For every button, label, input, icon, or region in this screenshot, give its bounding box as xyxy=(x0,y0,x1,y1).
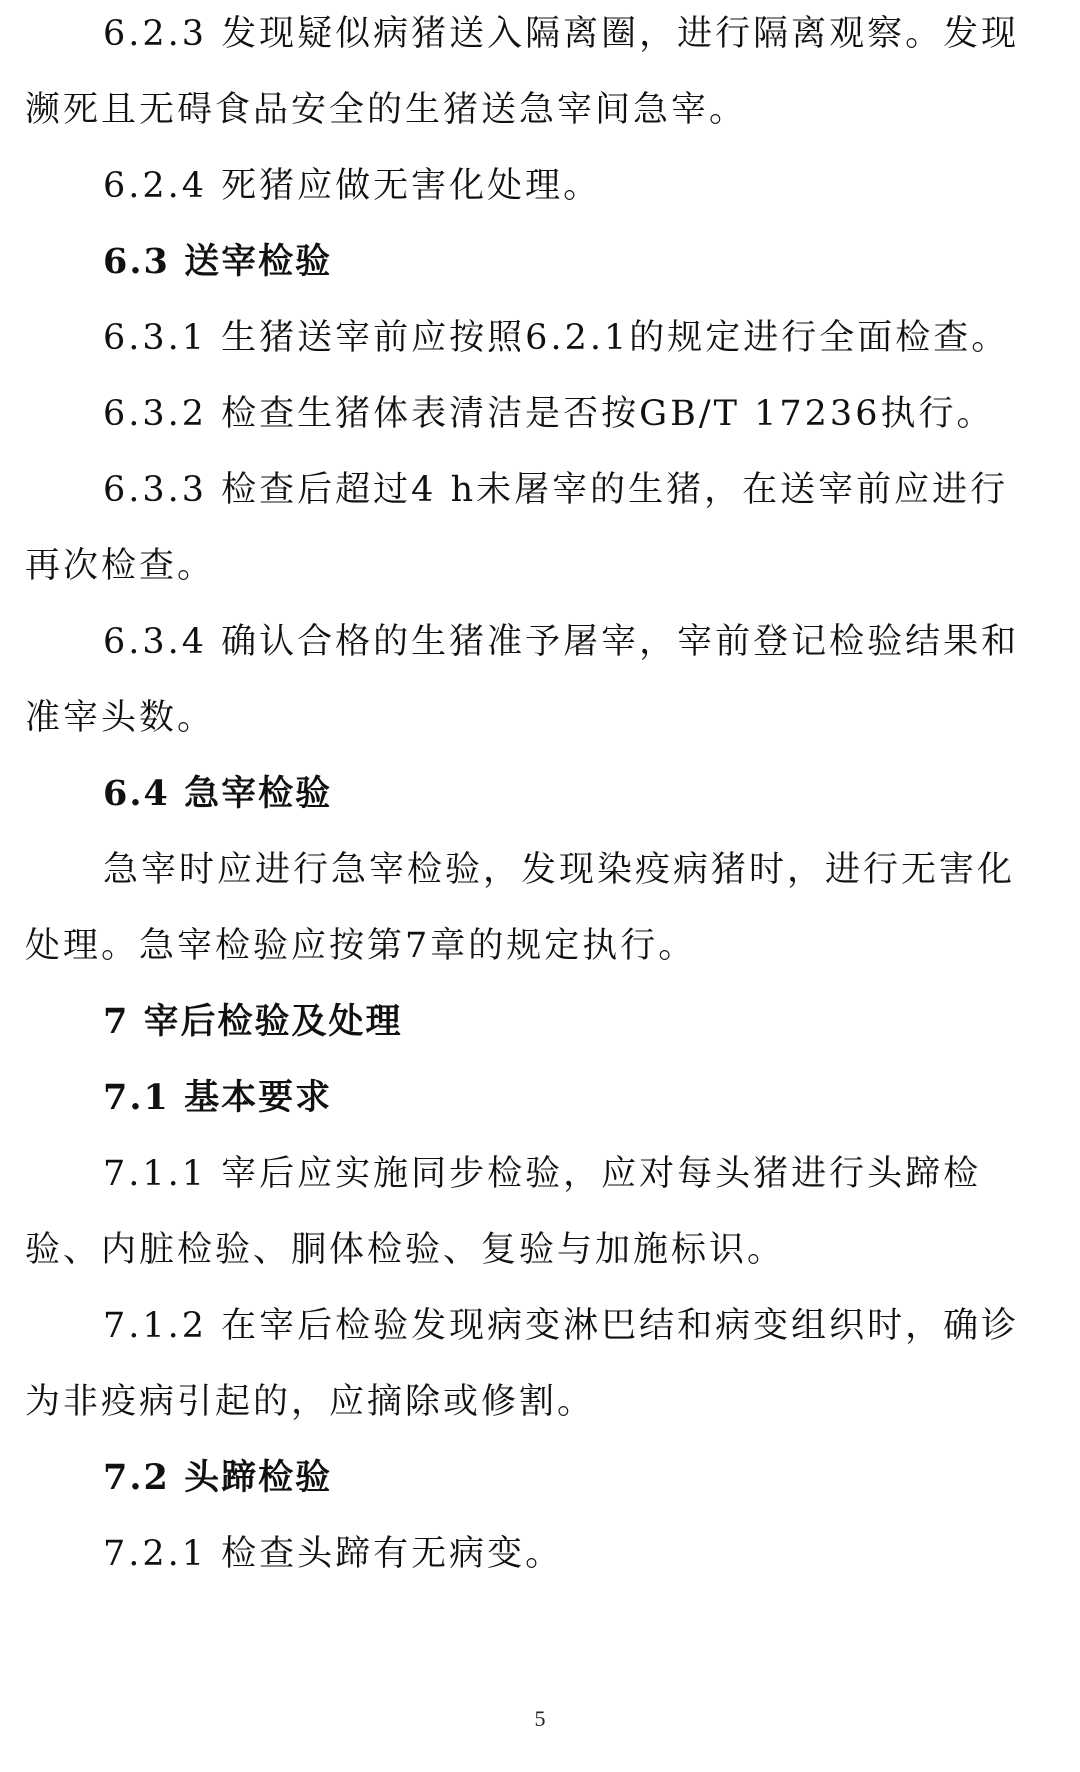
paragraph-6-2-4: 6.2.4 死猪应做无害化处理。 xyxy=(103,166,602,206)
paragraph-6-3-1: 6.3.1 生猪送宰前应按照6.2.1的规定进行全面检查。 xyxy=(103,318,1010,358)
section-heading-7-1: 7.1 基本要求 xyxy=(103,1077,333,1118)
paragraph-6-3-3: 6.3.3 检查后超过4 h未屠宰的生猪，在送宰前应进行再次检查。 xyxy=(25,470,1009,586)
page-number: 5 xyxy=(534,1706,546,1731)
paragraph-7-1-1: 7.1.1 宰后应实施同步检验，应对每头猪进行头蹄检验、内脏检验、胴体检验、复验与加施标识。 xyxy=(25,1154,982,1270)
paragraph-7-1-2: 7.1.2 在宰后检验发现病变淋巴结和病变组织时，确诊为非疫病引起的，应摘除或修割。 xyxy=(25,1306,1020,1422)
paragraph-6-4-body: 急宰时应进行急宰检验，发现染疫病猪时，进行无害化处理。急宰检验应按第7章的规定执行。 xyxy=(25,850,1016,966)
chapter-heading-7: 7 宰后检验及处理 xyxy=(103,1001,403,1042)
paragraph-6-2-3: 6.2.3 发现疑似病猪送入隔离圈，进行隔离观察。发现濒死且无碍食品安全的生猪送急宰间急宰。 xyxy=(25,14,1020,130)
section-heading-6-4: 6.4 急宰检验 xyxy=(103,773,333,814)
section-heading-7-2: 7.2 头蹄检验 xyxy=(103,1457,333,1498)
section-heading-6-3: 6.3 送宰检验 xyxy=(103,241,333,282)
paragraph-6-3-2: 6.3.2 检查生猪体表清洁是否按GB/T 17236执行。 xyxy=(103,394,995,434)
paragraph-7-2-1: 7.2.1 检查头蹄有无病变。 xyxy=(103,1534,564,1574)
paragraph-6-3-4: 6.3.4 确认合格的生猪准予屠宰，宰前登记检验结果和准宰头数。 xyxy=(25,622,1020,738)
